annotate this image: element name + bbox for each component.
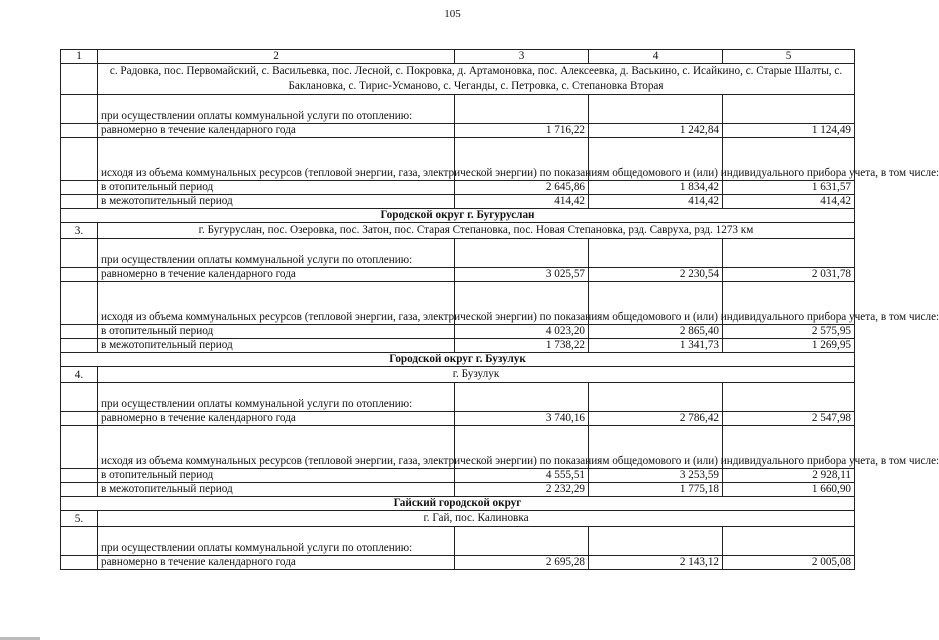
empty-cell [61, 239, 98, 268]
heat-period-value-col4: 3 253,59 [589, 469, 723, 483]
heating-payment-label: при осуществлении оплаты коммунальной услуги по отоплению: [98, 239, 455, 268]
locality-list: г. Бузулук [98, 367, 855, 383]
empty-cell [723, 95, 855, 124]
heating-payment-label: при осуществлении оплаты коммунальной услуги по отоплению: [98, 383, 455, 412]
heat-period-value-col3: 4 023,20 [455, 325, 589, 339]
uniform-value-col4: 2 143,12 [589, 556, 723, 570]
section-title: Городской округ г. Бузулук [61, 353, 855, 367]
heat-period-value-col5: 1 631,57 [723, 181, 855, 195]
empty-cell [61, 412, 98, 426]
empty-cell [589, 95, 723, 124]
meter-basis-label: исходя из объема коммунальных ресурсов (тепловой энергии, газа, электрической энергии) по показаниям общедомового и (или) индивидуального прибора учета, в том числе: [98, 426, 455, 469]
empty-cell [723, 383, 855, 412]
section-row [61, 209, 855, 223]
off-period-value-col4: 1 775,18 [589, 483, 723, 497]
off-period-row [61, 195, 855, 209]
heating-payment-label: при осуществлении оплаты коммунальной услуги по отоплению: [98, 95, 455, 124]
empty-cell [61, 195, 98, 209]
locality-list: г. Бугуруслан, пос. Озеровка, пос. Затон, пос. Старая Степановка, пос. Новая Степановка, рзд. Савруха, рзд. 1273 км [98, 223, 855, 239]
empty-cell [61, 339, 98, 353]
uniform-value-col4: 2 786,42 [589, 412, 723, 426]
off-period-label: в межотопительный период [98, 339, 455, 353]
header-col-5: 5 [723, 50, 855, 64]
header-col-3: 3 [455, 50, 589, 64]
empty-cell [589, 239, 723, 268]
header-col-1: 1 [61, 50, 98, 64]
meter-label-row [61, 282, 855, 325]
meter-basis-label: исходя из объема коммунальных ресурсов (тепловой энергии, газа, электрической энергии) по показаниям общедомового и (или) индивидуального прибора учета, в том числе: [98, 282, 455, 325]
uniform-value-col5: 2 005,08 [723, 556, 855, 570]
heating-label-row [61, 527, 855, 556]
header-col-4: 4 [589, 50, 723, 64]
section-row [61, 353, 855, 367]
heat-period-label: в отопительный период [98, 325, 455, 339]
empty-cell [455, 239, 589, 268]
empty-cell [455, 527, 589, 556]
empty-cell [61, 527, 98, 556]
heat-period-value-col5: 2 928,11 [723, 469, 855, 483]
heat-period-value-col4: 2 865,40 [589, 325, 723, 339]
heat-period-value-col3: 4 555,51 [455, 469, 589, 483]
tariff-table [60, 49, 939, 570]
empty-cell [723, 239, 855, 268]
uniform-label: равномерно в течение календарного года [98, 268, 455, 282]
empty-cell [61, 483, 98, 497]
off-period-label: в межотопительный период [98, 195, 455, 209]
empty-cell [61, 325, 98, 339]
empty-cell [61, 138, 98, 181]
row-number: 4. [61, 367, 98, 383]
empty-cell [61, 282, 98, 325]
header-col-2: 2 [98, 50, 455, 64]
uniform-label: равномерно в течение календарного года [98, 412, 455, 426]
uniform-value-col4: 2 230,54 [589, 268, 723, 282]
uniform-row [61, 412, 855, 426]
section-title: Городской округ г. Бугуруслан [61, 209, 855, 223]
section-title: Гайский городской округ [61, 497, 855, 511]
locality-list: г. Гай, пос. Калиновка [98, 511, 855, 527]
locality-row [61, 64, 855, 95]
uniform-row [61, 268, 855, 282]
heat-period-row [61, 469, 855, 483]
locality-list: с. Радовка, пос. Первомайский, с. Васильевка, пос. Лесной, с. Покровка, д. Артамоновка, пос. Алексеевка, д. Васькино, с. Исайкино, с. Старые Шалты, с. Баклановка, с. Тирис-Усманово, с. Чеганды, с. Петровка, с. Степановка Вторая [98, 64, 855, 95]
empty-cell [455, 383, 589, 412]
uniform-value-col5: 1 124,49 [723, 124, 855, 138]
heat-period-value-col5: 2 575,95 [723, 325, 855, 339]
off-period-value-col3: 414,42 [455, 195, 589, 209]
off-period-value-col4: 414,42 [589, 195, 723, 209]
empty-cell [455, 95, 589, 124]
empty-cell [61, 556, 98, 570]
uniform-label: равномерно в течение календарного года [98, 556, 455, 570]
off-period-label: в межотопительный период [98, 483, 455, 497]
heating-label-row [61, 383, 855, 412]
meter-label-row [61, 426, 855, 469]
empty-cell [723, 527, 855, 556]
uniform-value-col4: 1 242,84 [589, 124, 723, 138]
off-period-row [61, 483, 855, 497]
off-period-value-col5: 1 269,95 [723, 339, 855, 353]
heating-payment-label: при осуществлении оплаты коммунальной услуги по отоплению: [98, 527, 455, 556]
off-period-value-col5: 414,42 [723, 195, 855, 209]
heat-period-label: в отопительный период [98, 181, 455, 195]
header-row [61, 50, 855, 64]
uniform-label: равномерно в течение календарного года [98, 124, 455, 138]
heat-period-value-col3: 2 645,86 [455, 181, 589, 195]
empty-cell [61, 124, 98, 138]
locality-row [61, 367, 855, 383]
uniform-value-col3: 3 740,16 [455, 412, 589, 426]
off-period-row [61, 339, 855, 353]
uniform-row [61, 124, 855, 138]
meter-basis-label: исходя из объема коммунальных ресурсов (тепловой энергии, газа, электрической энергии) по показаниям общедомового и (или) индивидуального прибора учета, в том числе: [98, 138, 455, 181]
off-period-value-col4: 1 341,73 [589, 339, 723, 353]
empty-cell [61, 469, 98, 483]
heat-period-row [61, 181, 855, 195]
heating-label-row [61, 239, 855, 268]
locality-row [61, 511, 855, 527]
locality-row [61, 223, 855, 239]
empty-cell [589, 527, 723, 556]
off-period-value-col3: 1 738,22 [455, 339, 589, 353]
uniform-value-col3: 2 695,28 [455, 556, 589, 570]
uniform-value-col5: 2 031,78 [723, 268, 855, 282]
heat-period-value-col4: 1 834,42 [589, 181, 723, 195]
row-number: 3. [61, 223, 98, 239]
heat-period-label: в отопительный период [98, 469, 455, 483]
empty-cell [589, 383, 723, 412]
uniform-row [61, 556, 855, 570]
empty-cell [61, 268, 98, 282]
uniform-value-col5: 2 547,98 [723, 412, 855, 426]
off-period-value-col5: 1 660,90 [723, 483, 855, 497]
section-row [61, 497, 855, 511]
empty-cell [61, 383, 98, 412]
row-number [61, 64, 98, 95]
empty-cell [61, 181, 98, 195]
row-number: 5. [61, 511, 98, 527]
meter-label-row [61, 138, 855, 181]
uniform-value-col3: 3 025,57 [455, 268, 589, 282]
uniform-value-col3: 1 716,22 [455, 124, 589, 138]
empty-cell [61, 426, 98, 469]
off-period-value-col3: 2 232,29 [455, 483, 589, 497]
page-number: 105 [444, 8, 461, 20]
heat-period-row [61, 325, 855, 339]
heating-label-row [61, 95, 855, 124]
empty-cell [61, 95, 98, 124]
